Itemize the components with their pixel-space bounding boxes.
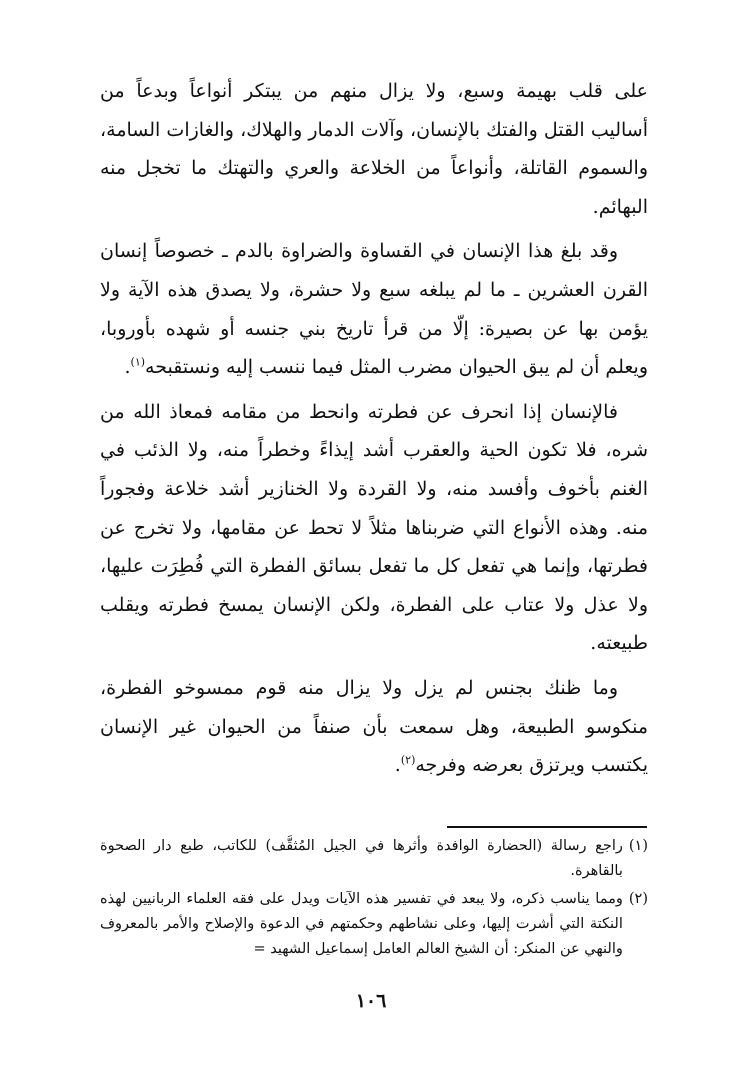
footnote-reference[interactable]: (١) <box>130 355 146 369</box>
paragraph <box>100 393 648 663</box>
footnote-number: (١) <box>628 838 648 854</box>
paragraph-text: فالإنسان إذا انحرف عن فطرته وانحط من مقامه فمعاذ الله من شره، فلا تكون الحية والعقرب أشد إيذاءً وخطراً منه، ولا الذئب في الغنم بأخوف وأفسد منه، ولا القردة ولا الخنازير أشد خلاعة وفجوراً منه. وهذه الأنواع التي ضربناها مثلاً لا تحط عن مقامها، ولا تخرج عن فطرتها، وإنما هي تفعل كل ما تفعل بسائق الفطرة التي فُطِرَت عليها، ولا عذل ولا عتاب على الفطرة، ولكن الإنسان يمسخ فطرته ويقلب طبيعته. <box>100 400 648 655</box>
page-number: ١٠٦ <box>355 990 387 1012</box>
footnote <box>100 834 648 884</box>
paragraph-tail: . <box>394 754 401 777</box>
paragraph <box>100 72 648 226</box>
paragraph-text: على قلب بهيمة وسبع، ولا يزال منهم من يبتكر أنواعاً وبدعاً من أساليب القتل والفتك بالإنسان، وآلات الدمار والهلاك، والغازات السامة، والسموم القاتلة، وأنواعاً من الخلاعة والعري والتهتك ما تخجل منه البهائم. <box>100 80 648 218</box>
footnotes <box>100 834 648 965</box>
footnote-number: (٢) <box>628 891 648 907</box>
main-text <box>100 72 648 785</box>
footnote-text: ومما يناسب ذكره، ولا يبعد في تفسير هذه الآيات ويدل على فقه العلماء الربانيين لهذه النكتة التي أشرت إليها، وعلى نشاطهم وحكمتهم في الدعوة والإصلاح والأمر بالمعروف والنهي عن المنكر: أن الشيخ العالم العامل إسماعيل الشهيد = <box>100 891 623 957</box>
footnote-reference[interactable]: (٢) <box>400 753 416 767</box>
paragraph <box>100 669 648 785</box>
footnote-text: راجع رسالة (الحضارة الوافدة وأثرها في الجيل المُثقَّف) للكاتب، طبع دار الصحوة بالقاهرة. <box>100 838 623 879</box>
paragraph-tail: . <box>124 356 131 379</box>
paragraph-text: وقد بلغ هذا الإنسان في القساوة والضراوة بالدم ـ خصوصاً إنسان القرن العشرين ـ ما لم يبلغه سبع ولا حشرة، ولا يصدق هذه الآية ولا يؤمن بها عن بصيرة: إلّا من قرأ تاريخ بني جنسه أو شهده بأوروبا، ويعلم أن لم يبق الحيوان مضرب المثل فيما ننسب إليه ونستقبحه <box>100 240 648 379</box>
footnote-separator <box>447 826 647 828</box>
footnote <box>100 887 648 962</box>
paragraph-text: وما ظنك بجنس لم يزل ولا يزال منه قوم ممسوخو الفطرة، منكوسو الطبيعة، وهل سمعت بأن صنفاً من الحيوان غير الإنسان يكتسب ويرتزق بعرضه وفرجه <box>100 676 648 777</box>
paragraph <box>100 232 648 386</box>
